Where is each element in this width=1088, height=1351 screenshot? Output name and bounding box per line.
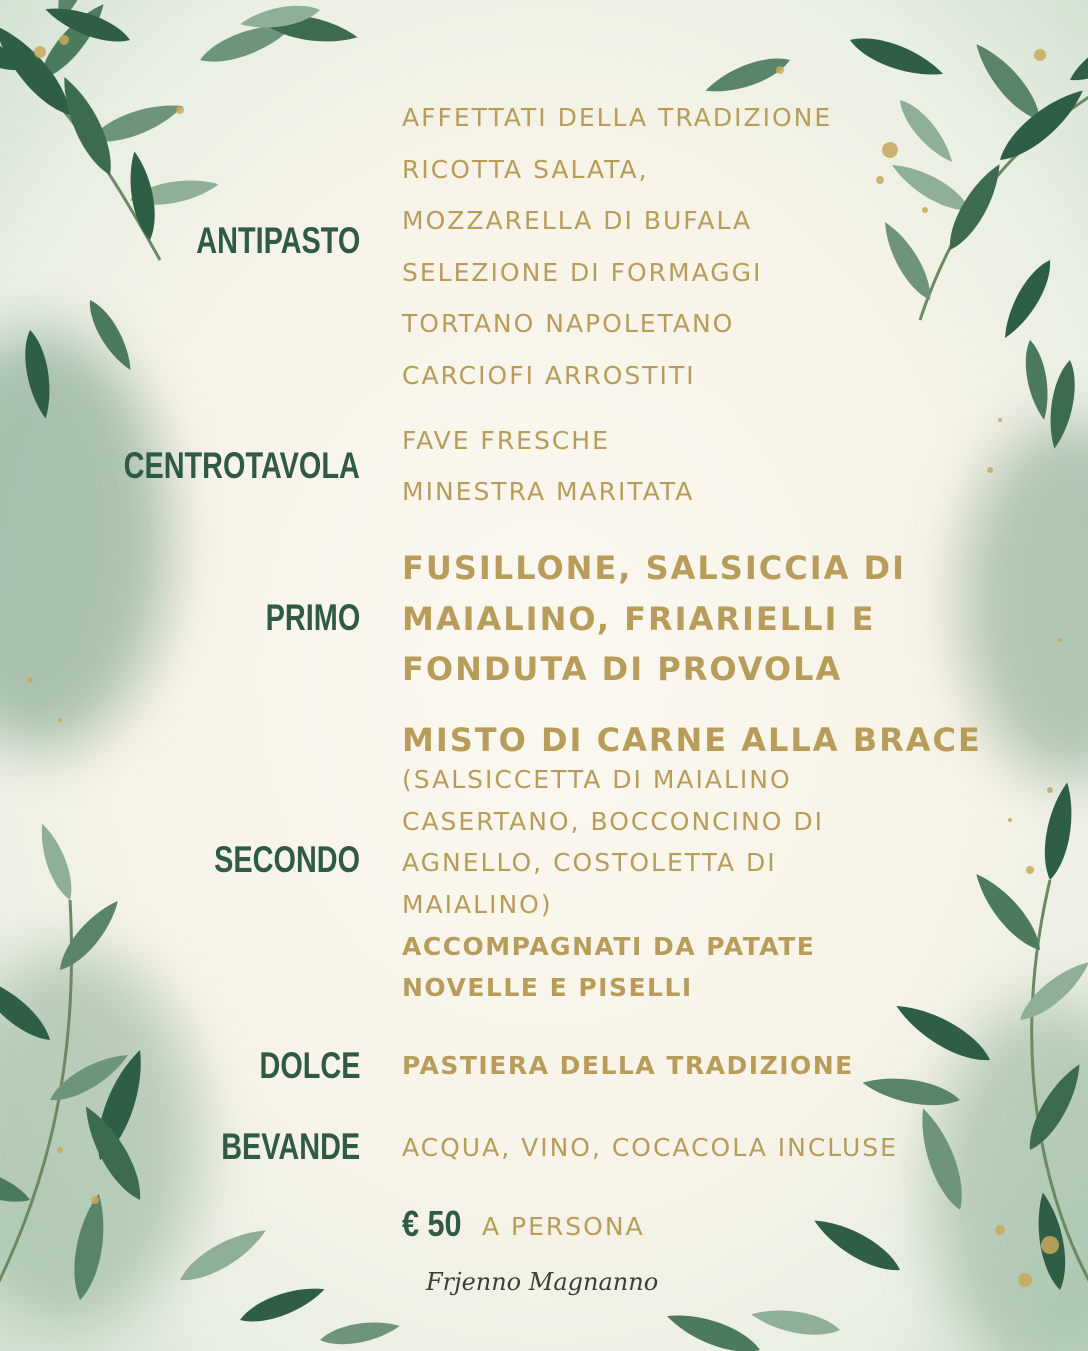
secondo-detail-line: (SALSICCETTA DI MAIALINO bbox=[402, 765, 792, 794]
category-bevande: BEVANDE bbox=[221, 1126, 360, 1167]
menu-item: SELEZIONE DI FORMAGGI bbox=[402, 258, 763, 287]
category-dolce: DOLCE bbox=[258, 1045, 360, 1086]
secondo-detail-line: AGNELLO, COSTOLETTA DI bbox=[402, 848, 777, 877]
secondo-detail-line: MAIALINO) bbox=[402, 890, 553, 919]
secondo-dish-title: MISTO DI CARNE ALLA BRACE bbox=[402, 721, 982, 759]
category-secondo: SECONDO bbox=[214, 839, 360, 880]
bevande-item: ACQUA, VINO, COCACOLA INCLUSE bbox=[402, 1133, 898, 1162]
secondo-side-line: ACCOMPAGNATI DA PATATE bbox=[402, 932, 816, 961]
price-unit: A PERSONA bbox=[482, 1212, 645, 1241]
leaf-branch-top-right-icon bbox=[702, 15, 1088, 450]
menu-item: AFFETTATI DELLA TRADIZIONE bbox=[402, 103, 833, 132]
menu-item: MOZZARELLA DI BUFALA bbox=[402, 206, 753, 235]
watercolor-wash-left bbox=[0, 330, 170, 750]
category-antipasto: ANTIPASTO bbox=[195, 220, 360, 261]
restaurant-signature: Frjenno Magnanno bbox=[426, 1268, 659, 1296]
primo-dish-line: FUSILLONE, SALSICCIA DI bbox=[402, 549, 906, 587]
category-centrotavola: CENTROTAVOLA bbox=[123, 445, 360, 486]
menu-item: RICOTTA SALATA, bbox=[402, 155, 649, 184]
category-primo: PRIMO bbox=[265, 597, 360, 638]
menu-item: CARCIOFI ARROSTITI bbox=[402, 361, 696, 390]
price-amount: € 50 bbox=[402, 1203, 462, 1244]
secondo-detail-line: CASERTANO, BOCCONCINO DI bbox=[402, 807, 824, 836]
watercolor-wash-bottom-left bbox=[0, 950, 200, 1330]
menu-item: MINESTRA MARITATA bbox=[402, 477, 695, 506]
menu-item: TORTANO NAPOLETANO bbox=[402, 309, 735, 338]
primo-dish-line: FONDUTA DI PROVOLA bbox=[402, 650, 843, 688]
primo-dish-line: MAIALINO, FRIARIELLI E bbox=[402, 600, 876, 638]
watercolor-wash-bottom-right bbox=[930, 1000, 1088, 1351]
secondo-side-line: NOVELLE E PISELLI bbox=[402, 973, 693, 1002]
menu-item: FAVE FRESCHE bbox=[402, 426, 610, 455]
dolce-item: PASTIERA DELLA TRADIZIONE bbox=[402, 1051, 854, 1080]
